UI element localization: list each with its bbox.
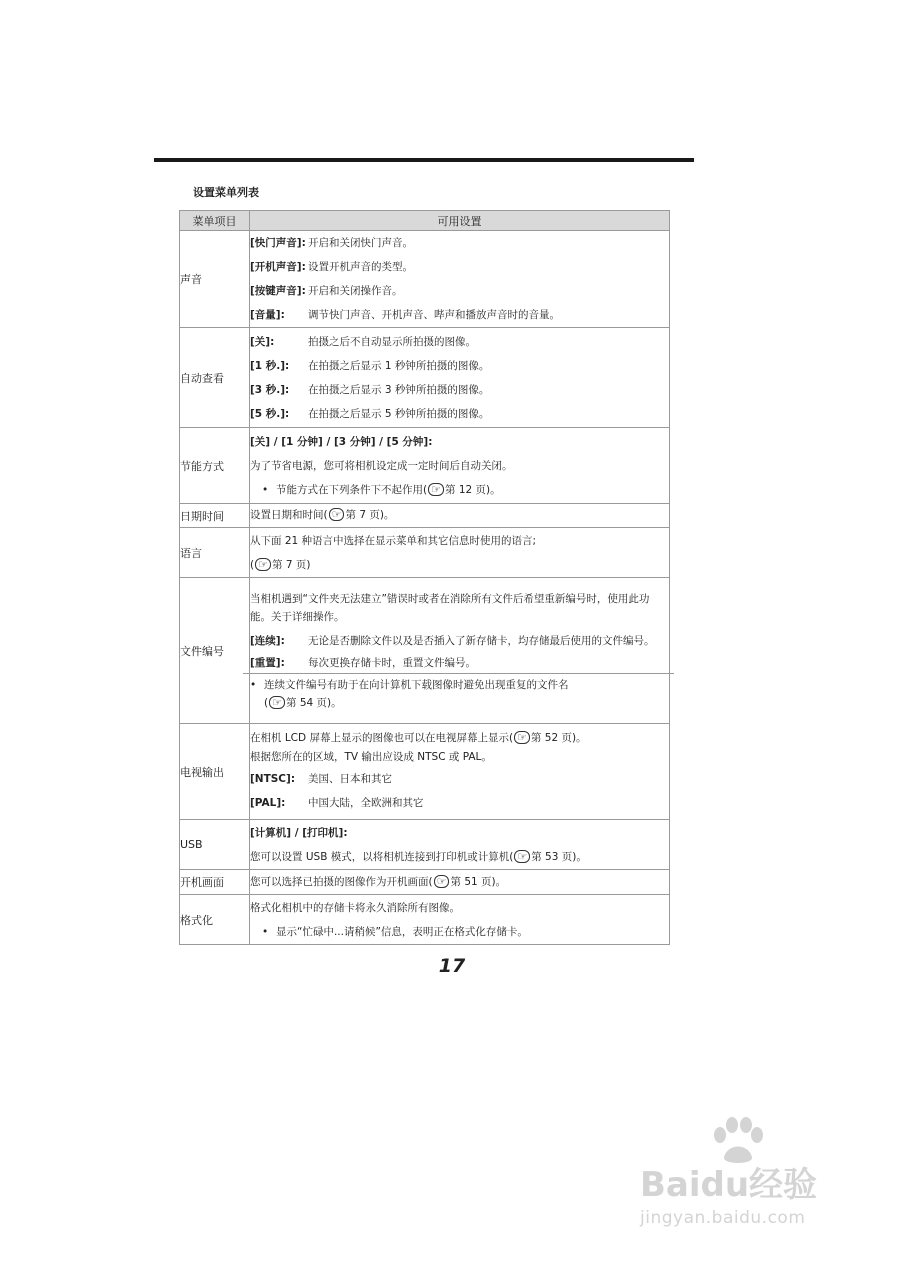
pointer-hand-icon: ☞	[428, 483, 444, 496]
item-file-number: 文件编号	[180, 578, 250, 724]
desc-usb: [计算机] / [打印机]: 您可以设置 USB 模式，以将相机连接到打印机或计算机( ☞ 第 53 页)。	[250, 820, 670, 870]
table-row	[180, 231, 670, 328]
desc-format: 格式化相机中的存储卡将永久消除所有图像。 • 显示“忙碌中...请稍候”信息，表明正在格式化存储卡。	[250, 895, 670, 945]
table-row	[180, 428, 670, 504]
desc-power-save: [关] / [1 分钟] / [3 分钟] / [5 分钟]: 为了节省电源，您可将相机设定成一定时间后自动关闭。 • 节能方式在下列条件下不起作用( ☞ 第 12 页)。	[250, 428, 670, 504]
desc-auto-review: [关]: 拍摄之后不自动显示所拍摄的图像。 [1 秒.]: 在拍摄之后显示 1 秒钟所拍摄的图像。 [3 秒.]: 在拍摄之后显示 3 秒钟所拍摄的图像。 [5 秒.]: 在拍摄之后显示 5 秒钟所拍摄的图像。	[250, 328, 670, 428]
desc-language: 从下面 21 种语言中选择在显示菜单和其它信息时使用的语言; ( ☞ 第 7 页)	[250, 528, 670, 578]
watermark-logo: Baidu经验	[640, 1165, 818, 1205]
table-row	[180, 895, 670, 945]
table-row	[180, 870, 670, 895]
item-startup: 开机画面	[180, 870, 250, 895]
table-row	[180, 328, 670, 428]
item-tv-out: 电视输出	[180, 724, 250, 820]
item-sound: 声音	[180, 231, 250, 328]
settings-menu-table	[179, 210, 670, 945]
top-rule	[154, 158, 694, 162]
pointer-hand-icon: ☞	[514, 731, 530, 744]
pointer-hand-icon: ☞	[255, 558, 271, 571]
item-format: 格式化	[180, 895, 250, 945]
header-item: 菜单项目	[180, 211, 250, 231]
watermark-url: jingyan.baidu.com	[640, 1208, 806, 1228]
item-date-time: 日期时间	[180, 504, 250, 528]
item-language: 语言	[180, 528, 250, 578]
table-header-row	[180, 211, 670, 231]
desc-file-number: 当相机遇到“文件夹无法建立”错误时或者在消除所有文件后希望重新编号时，使用此功能。关于详细操作。 [连续]: 无论是否删除文件以及是否插入了新存储卡，均存储最后使用的文件编号。 [重置]: 每次更换存储卡时，重置文件编号。 • 连续文件编号有助于在向计算机下载图像时避免出现重复的文件名 ( ☞ 第 54 页)。	[250, 578, 670, 724]
table-row	[180, 724, 670, 820]
table-row	[180, 504, 670, 528]
baidu-paw-icon	[710, 1117, 766, 1167]
desc-startup: 您可以选择已拍摄的图像作为开机画面( ☞ 第 51 页)。	[250, 870, 670, 895]
table-row	[180, 528, 670, 578]
table-row	[180, 820, 670, 870]
pointer-hand-icon: ☞	[434, 875, 450, 888]
page-number: 17	[438, 955, 466, 977]
table-row	[180, 578, 670, 724]
baidu-watermark	[640, 1135, 870, 1250]
item-usb: USB	[180, 820, 250, 870]
item-auto-review: 自动查看	[180, 328, 250, 428]
desc-date-time: 设置日期和时间( ☞ 第 7 页)。	[250, 504, 670, 528]
pointer-hand-icon: ☞	[514, 850, 530, 863]
header-settings: 可用设置	[250, 211, 670, 231]
pointer-hand-icon: ☞	[329, 508, 345, 521]
desc-sound: [快门声音]: 开启和关闭快门声音。 [开机声音]: 设置开机声音的类型。 [按键声音]: 开启和关闭操作音。 [音量]: 调节快门声音、开机声音、哔声和播放声音时的音量。	[250, 231, 670, 328]
pointer-hand-icon: ☞	[269, 696, 285, 709]
item-power-save: 节能方式	[180, 428, 250, 504]
section-title: 设置菜单列表	[193, 186, 259, 199]
desc-tv-out: 在相机 LCD 屏幕上显示的图像也可以在电视屏幕上显示( ☞ 第 52 页)。 根据您所在的区域，TV 输出应设成 NTSC 或 PAL。 [NTSC]: 美国、日本和其它 [PAL]: 中国大陆，全欧洲和其它	[250, 724, 670, 820]
